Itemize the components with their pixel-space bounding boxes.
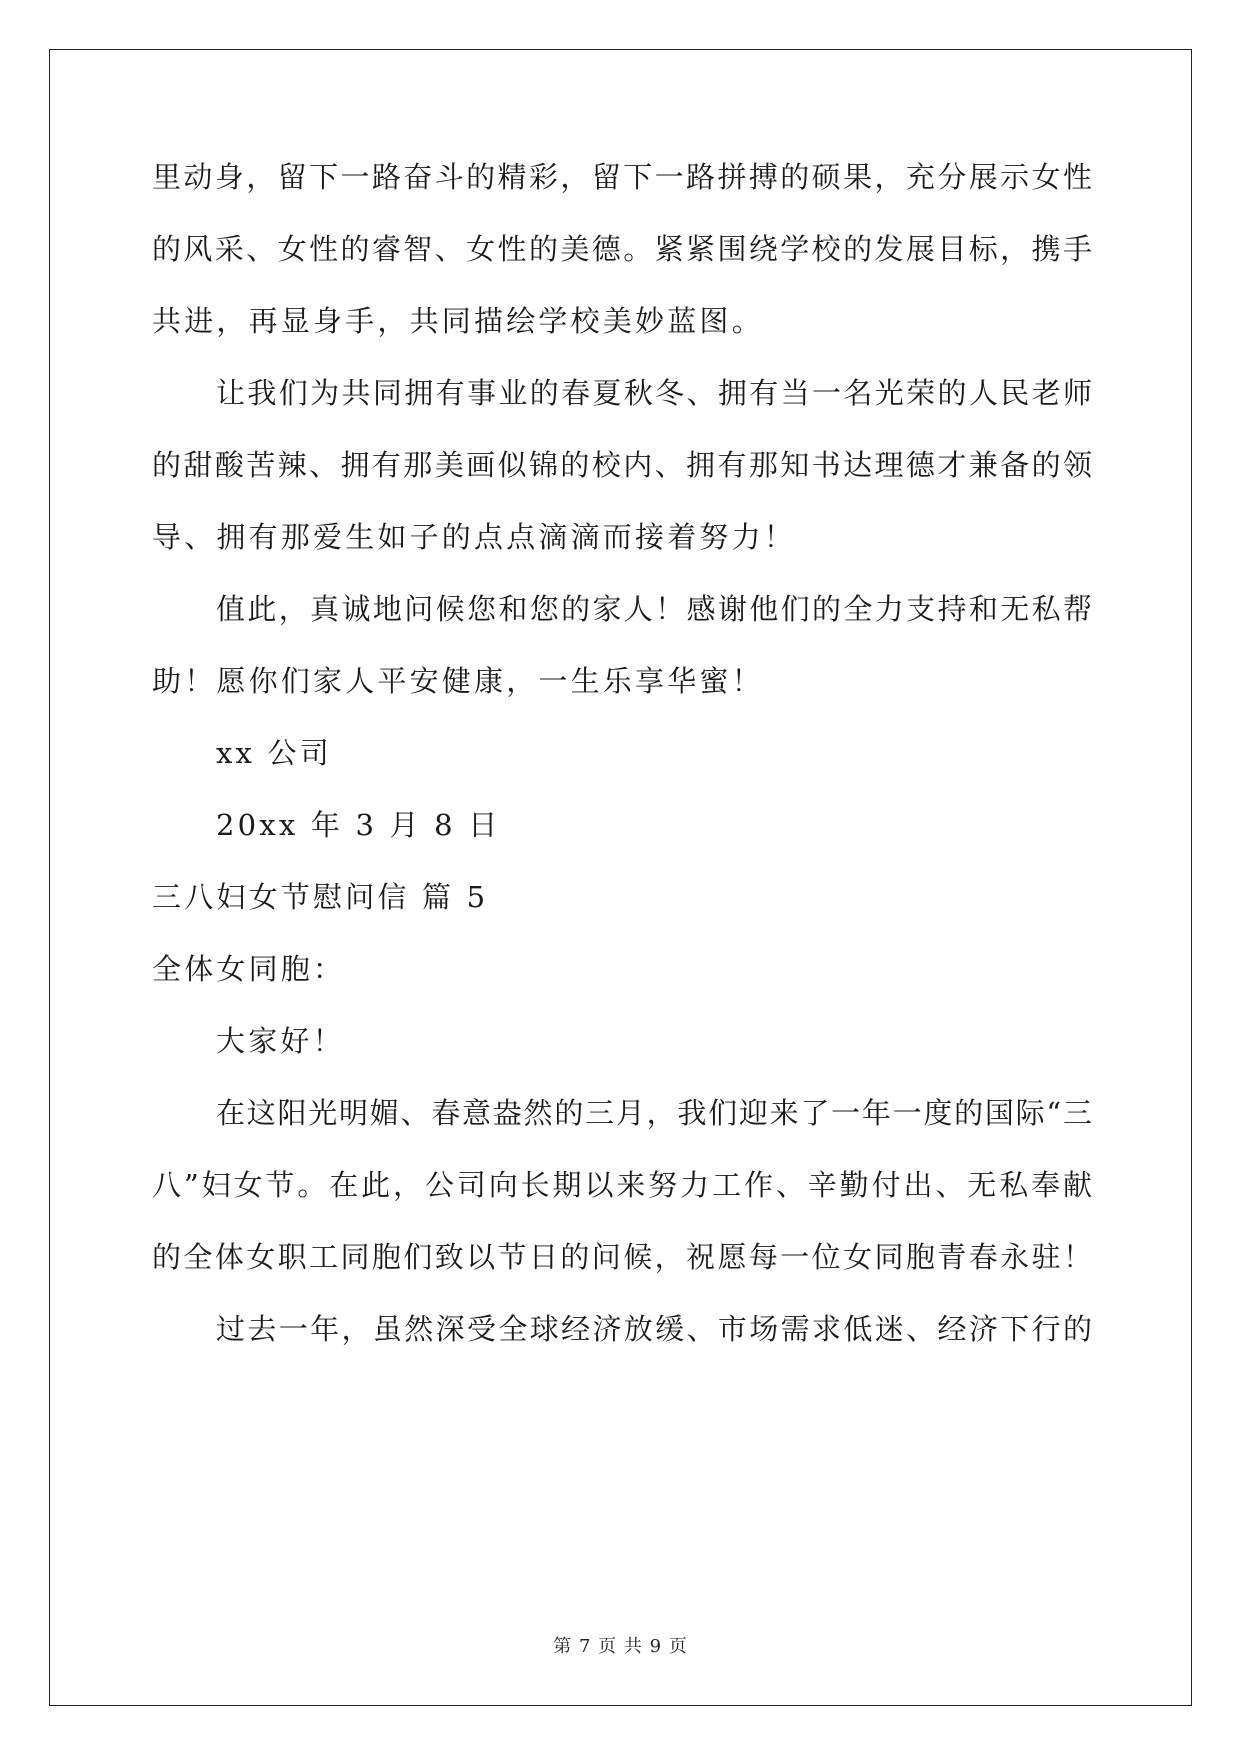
paragraph-line: 助！愿你们家人平安健康，一生乐享华蜜！	[152, 664, 764, 698]
paragraph-line: 共进，再显身手，共同描绘学校美妙蓝图。	[152, 304, 764, 338]
page-number: 第 7 页 共 9 页	[553, 1636, 688, 1657]
paragraph-line: 的风采、女性的睿智、女性的美德。紧紧围绕学校的发展目标，携手	[152, 232, 1092, 266]
paragraph-line: 让我们为共同拥有事业的春夏秋冬、拥有当一名光荣的人民老师	[216, 376, 1092, 410]
signature-date: 20xx 年 3 月 8 日	[216, 808, 501, 842]
paragraph-line: 过去一年，虽然深受全球经济放缓、市场需求低迷、经济下行的	[216, 1312, 1092, 1346]
paragraph-line: 八”妇女节。在此，公司向长期以来努力工作、辛勤付出、无私奉献	[152, 1168, 1092, 1202]
paragraph-line: 的甜酸苦辣、拥有那美画似锦的校内、拥有那知书达理德才兼备的领	[152, 448, 1092, 482]
paragraph-line: 在这阳光明媚、春意盎然的三月，我们迎来了一年一度的国际“三	[216, 1096, 1092, 1130]
section-title: 三八妇女节慰问信 篇 5	[152, 880, 489, 914]
salutation: 全体女同胞：	[152, 952, 346, 986]
greeting: 大家好！	[216, 1024, 345, 1058]
paragraph-line: 值此，真诚地问候您和您的家人！感谢他们的全力支持和无私帮	[216, 592, 1092, 626]
paragraph-line: 导、拥有那爱生如子的点点滴滴而接着努力！	[152, 520, 797, 554]
paragraph-line: 里动身，留下一路奋斗的精彩，留下一路拼搏的硕果，充分展示女性	[152, 160, 1092, 194]
paragraph-line: 的全体女职工同胞们致以节日的问候，祝愿每一位女同胞青春永驻！	[152, 1240, 1092, 1274]
signature-company: xx 公司	[216, 736, 332, 770]
